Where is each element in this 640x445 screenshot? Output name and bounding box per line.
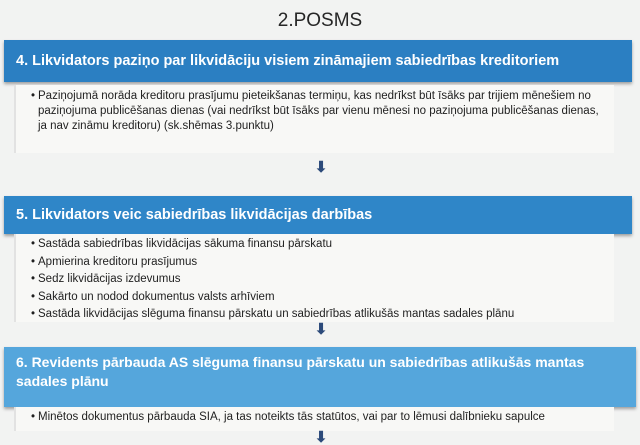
step-5-item: • Sastāda likvidācijas slēguma finansu pārskatu un sabiedrības atlikušās mantas sadales plānu — [38, 306, 608, 324]
down-arrow-icon: ⬇ — [314, 429, 328, 445]
step-5-item: • Apmierina kreditoru prasījumus — [38, 254, 608, 272]
step-4-item: • Paziņojumā norāda kreditoru prasījumu pieteikšanas termiņu, kas nedrīkst būt īsāks par trijiem mēnešiem no paziņojuma publicēšanas dienas (vai nedrīkst būt īsāks par vienu mēnesi no paziņojuma publicēšanas dienas, ja nav zināmu kreditoru) (sk.shēmas 3.punktu) — [38, 89, 608, 134]
step-4-header: 4. Likvidators paziņo par likvidāciju visiem zināmajiem sabiedrības kreditoriem — [4, 40, 632, 82]
step-6-item: • Minētos dokumentus pārbauda SIA, ja tas noteikts tās statūtos, vai par to lēmusi dalībnieku sapulce — [38, 410, 608, 425]
step-5-header: 5. Likvidators veic sabiedrības likvidācijas darbības — [4, 196, 632, 234]
slide-title: 2.POSMS — [277, 10, 363, 31]
step-5-item: • Sakārto un nodod dokumentus valsts arhīviem — [38, 289, 608, 307]
step-6-header: 6. Revidents pārbauda AS slēguma finansu pārskatu un sabiedrības atlikušās mantas sadales plānu — [4, 347, 636, 407]
step-4-body — [14, 85, 614, 153]
step-5-item: • Sedz likvidācijas izdevumus — [38, 271, 608, 289]
down-arrow-icon: ⬇ — [314, 321, 328, 338]
step-6-body — [14, 407, 614, 431]
step-5-body — [14, 234, 614, 322]
down-arrow-icon: ⬇ — [314, 159, 328, 176]
step-5-item: • Sastāda sabiedrības likvidācijas sākuma finansu pārskatu — [38, 236, 608, 254]
